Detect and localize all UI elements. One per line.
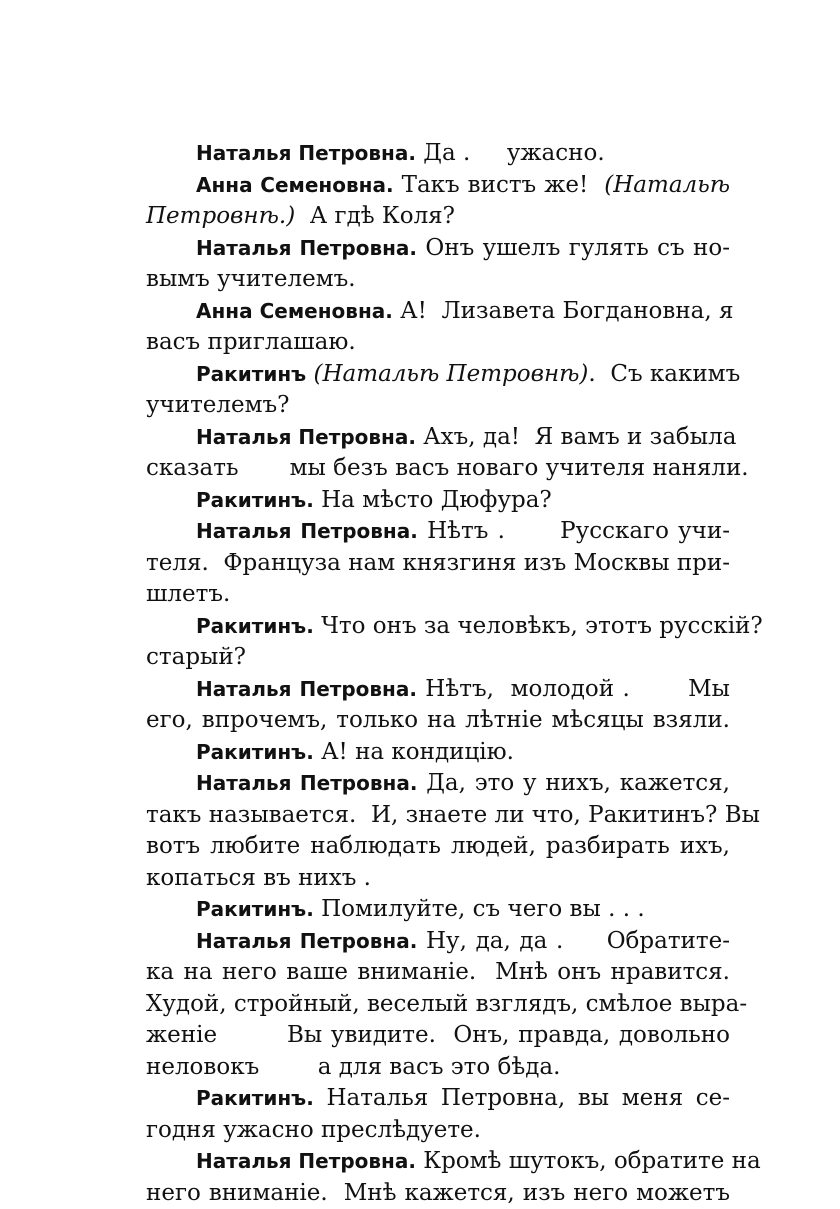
speaker-name: Наталья Петровна. [196,141,416,165]
text-line [146,201,730,233]
speaker-name: Наталья Петровна. [196,1149,416,1173]
text-line [146,1146,730,1178]
speaker-name: Наталья Петровна. [196,425,416,449]
text-line [146,863,730,895]
line-text: неловокъ а для васъ это бѣда. [146,1054,560,1080]
text-line [146,548,730,580]
text-line [146,453,730,485]
text-line [146,296,730,328]
line-text: копаться въ нихъ . [146,865,371,891]
text-line [146,737,730,769]
text-line [146,768,730,800]
line-text: Что онъ за человѣкъ, этотъ русскій? [314,613,763,639]
text-line [146,1178,730,1209]
stage-direction: Петровнѣ.) [146,203,295,229]
text-line [146,831,730,863]
line-text: Помилуйте, съ чего вы . . . [314,896,645,922]
speaker-name: Наталья Петровна. [196,771,417,795]
speaker-name: Наталья Петровна. [196,677,417,701]
play-text [146,138,730,1209]
line-text: Да . ужасно. [416,140,605,166]
text-line [146,1115,730,1147]
line-text: А гдѣ Коля? [295,203,455,229]
text-line [146,705,730,737]
stage-direction: (Натальѣ Петровнѣ) [314,361,589,387]
line-text: годня ужасно преслѣдуете. [146,1117,481,1143]
text-line [146,926,730,958]
text-line [146,390,730,422]
line-text: учителемъ? [146,392,289,418]
text-line [146,579,730,611]
line-text: А! Лизавета Богдановна, я [393,298,734,324]
speaker-name: Ракитинъ. [196,1086,314,1110]
speaker-name: Анна Семеновна. [196,173,394,197]
text-line [146,674,730,706]
text-line [146,800,730,832]
text-line [146,422,730,454]
text-line [146,264,730,296]
text-line [146,327,730,359]
text-line [146,611,730,643]
line-text: Худой, стройный, веселый взглядъ, смѣлое выра- [146,991,747,1017]
text-line [146,485,730,517]
line-text: А! на кондицію. [314,739,514,765]
text-line [146,359,730,391]
line-text: Нѣтъ . Русскаго учи- [418,518,730,544]
line-text: старый? [146,644,246,670]
speaker-name: Ракитинъ. [196,488,314,512]
line-text: Нѣтъ, молодой . Мы [417,676,730,702]
text-line [146,138,730,170]
text-line [146,1052,730,1084]
line-text: такъ называется. И, знаете ли что, Ракитинъ? Вы [146,802,760,828]
text-line [146,642,730,674]
line-text: сказать мы безъ васъ новаго учителя наняли. [146,455,749,481]
speaker-name: Наталья Петровна. [196,929,417,953]
speaker-name: Ракитинъ. [196,740,314,764]
line-text: вымъ учителемъ. [146,266,356,292]
text-line [146,989,730,1021]
line-text: Ну, да, да . Обратите- [417,928,730,954]
line-text [306,361,313,387]
line-text: теля. Француза нам князгиня изъ Москвы при- [146,550,730,576]
line-text: . Съ какимъ [588,361,740,387]
text-line [146,957,730,989]
line-text: шлетъ. [146,581,230,607]
text-line [146,233,730,265]
line-text: Ахъ, да! Я вамъ и забыла [416,424,736,450]
line-text: Такъ вистъ же! [394,172,605,198]
line-text: женіе Вы увидите. Онъ, правда, довольно [146,1022,730,1048]
speaker-name: Ракитинъ [196,362,306,386]
line-text: васъ приглашаю. [146,329,356,355]
line-text: ка на него ваше вниманіе. Мнѣ онъ нравится. [146,959,730,985]
speaker-name: Ракитинъ. [196,614,314,638]
speaker-name: Наталья Петровна. [196,236,417,260]
line-text: Наталья Петровна, вы меня се- [314,1085,730,1111]
text-line [146,1083,730,1115]
speaker-name: Наталья Петровна. [196,519,418,543]
line-text: Кромѣ шутокъ, обратите на [416,1148,761,1174]
line-text: Онъ ушелъ гулять съ но- [417,235,730,261]
line-text: него вниманіе. Мнѣ кажется, изъ него можетъ [146,1180,730,1206]
text-line [146,516,730,548]
speaker-name: Ракитинъ. [196,897,314,921]
line-text: его, впрочемъ, только на лѣтніе мѣсяцы взяли. [146,707,730,733]
line-text: На мѣсто Дюфура? [314,487,552,513]
speaker-name: Анна Семеновна. [196,299,393,323]
line-text: вотъ любите наблюдать людей, разбирать ихъ, [146,833,730,859]
stage-direction: (Натальѣ [604,172,730,198]
text-line [146,894,730,926]
line-text: Да, это у нихъ, кажется, [417,770,730,796]
text-line [146,170,730,202]
text-line [146,1020,730,1052]
